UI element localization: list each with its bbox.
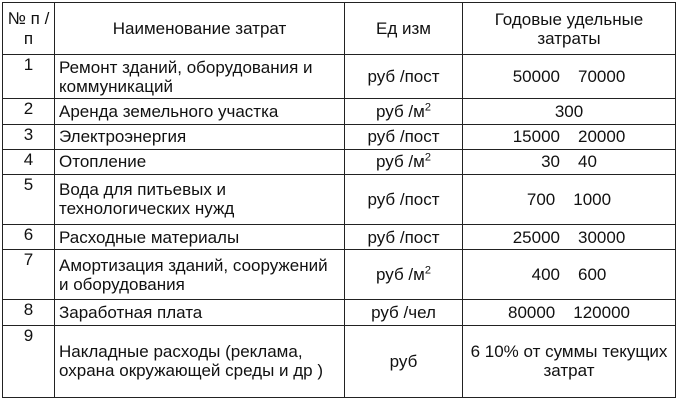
row-name: Расходные материалы [55, 225, 345, 250]
cost-table [2, 2, 676, 398]
row-name: Накладные расходы (реклама, охрана окружающей среды и др ) [55, 325, 345, 397]
row-cost-from: 50000 [512, 67, 560, 87]
row-cost-to: 30000 [578, 227, 626, 247]
row-unit [345, 124, 463, 149]
table-row [3, 124, 676, 149]
row-unit [345, 149, 463, 174]
row-number: 8 [3, 300, 55, 325]
row-cost [463, 99, 676, 124]
row-unit-superscript: 2 [424, 101, 431, 114]
row-cost-from: 300 [554, 102, 584, 122]
row-unit-superscript: 2 [424, 264, 431, 277]
table-row [3, 300, 676, 325]
row-unit [345, 325, 463, 397]
row-cost-to: 120000 [573, 303, 630, 323]
row-number: 5 [3, 174, 55, 224]
row-number: 6 [3, 225, 55, 250]
row-cost-to: 70000 [578, 67, 626, 87]
row-name: Заработная плата [55, 300, 345, 325]
table-row [3, 99, 676, 124]
row-cost-from: 25000 [512, 227, 560, 247]
row-unit-text: руб [389, 351, 418, 371]
table-row [3, 55, 676, 99]
row-name: Ремонт зданий, оборудования и коммуникаций [55, 55, 345, 99]
row-unit [345, 225, 463, 250]
header-cost: Годовые удельные затраты [463, 3, 676, 55]
table-row [3, 149, 676, 174]
row-name: Отопление [55, 149, 345, 174]
row-cost [463, 174, 676, 224]
row-number: 1 [3, 55, 55, 99]
row-unit [345, 300, 463, 325]
table-row [3, 325, 676, 397]
row-unit-superscript: 2 [424, 151, 431, 164]
table-header-row [3, 3, 676, 55]
row-cost [463, 124, 676, 149]
table-row [3, 174, 676, 224]
row-unit [345, 174, 463, 224]
row-number: 3 [3, 124, 55, 149]
row-number: 7 [3, 250, 55, 300]
row-cost-from: 700 [526, 189, 556, 209]
row-cost [463, 250, 676, 300]
row-cost [463, 300, 676, 325]
row-cost-text: 6 10% от суммы текущих затрат [470, 342, 668, 381]
row-cost [463, 325, 676, 397]
row-cost-to: 1000 [573, 189, 612, 209]
header-name: Наименование затрат [55, 3, 345, 55]
row-cost-from: 30 [541, 152, 560, 172]
row-cost-from: 400 [531, 265, 560, 285]
row-name: Электроэнергия [55, 124, 345, 149]
row-unit-text: руб /пост [367, 127, 440, 147]
table-row [3, 250, 676, 300]
row-cost [463, 149, 676, 174]
row-unit-text: руб /м [376, 265, 425, 285]
row-number: 4 [3, 149, 55, 174]
row-name: Аренда земельного участка [55, 99, 345, 124]
table-row [3, 225, 676, 250]
row-name: Вода для питьевых и технологических нужд [55, 174, 345, 224]
row-cost [463, 225, 676, 250]
row-unit-text: руб /пост [367, 67, 440, 87]
row-cost-from: 80000 [507, 303, 556, 323]
header-number: № п /п [3, 3, 55, 55]
row-unit-text: руб /пост [367, 227, 440, 247]
row-unit-text: руб /чел [371, 303, 436, 323]
row-unit [345, 250, 463, 300]
row-cost-to: 20000 [578, 127, 626, 147]
row-unit-text: руб /м [376, 152, 425, 172]
row-cost-from: 15000 [512, 127, 560, 147]
row-number: 2 [3, 99, 55, 124]
row-cost-to: 600 [578, 265, 607, 285]
row-name: Амортизация зданий, сооружений и оборудования [55, 250, 345, 300]
row-cost-to: 40 [578, 152, 597, 172]
row-cost [463, 55, 676, 99]
row-unit [345, 55, 463, 99]
row-unit-text: руб /м [376, 102, 425, 122]
row-unit-text: руб /пост [367, 189, 440, 209]
row-unit [345, 99, 463, 124]
header-unit: Ед изм [345, 3, 463, 55]
row-number: 9 [3, 325, 55, 397]
